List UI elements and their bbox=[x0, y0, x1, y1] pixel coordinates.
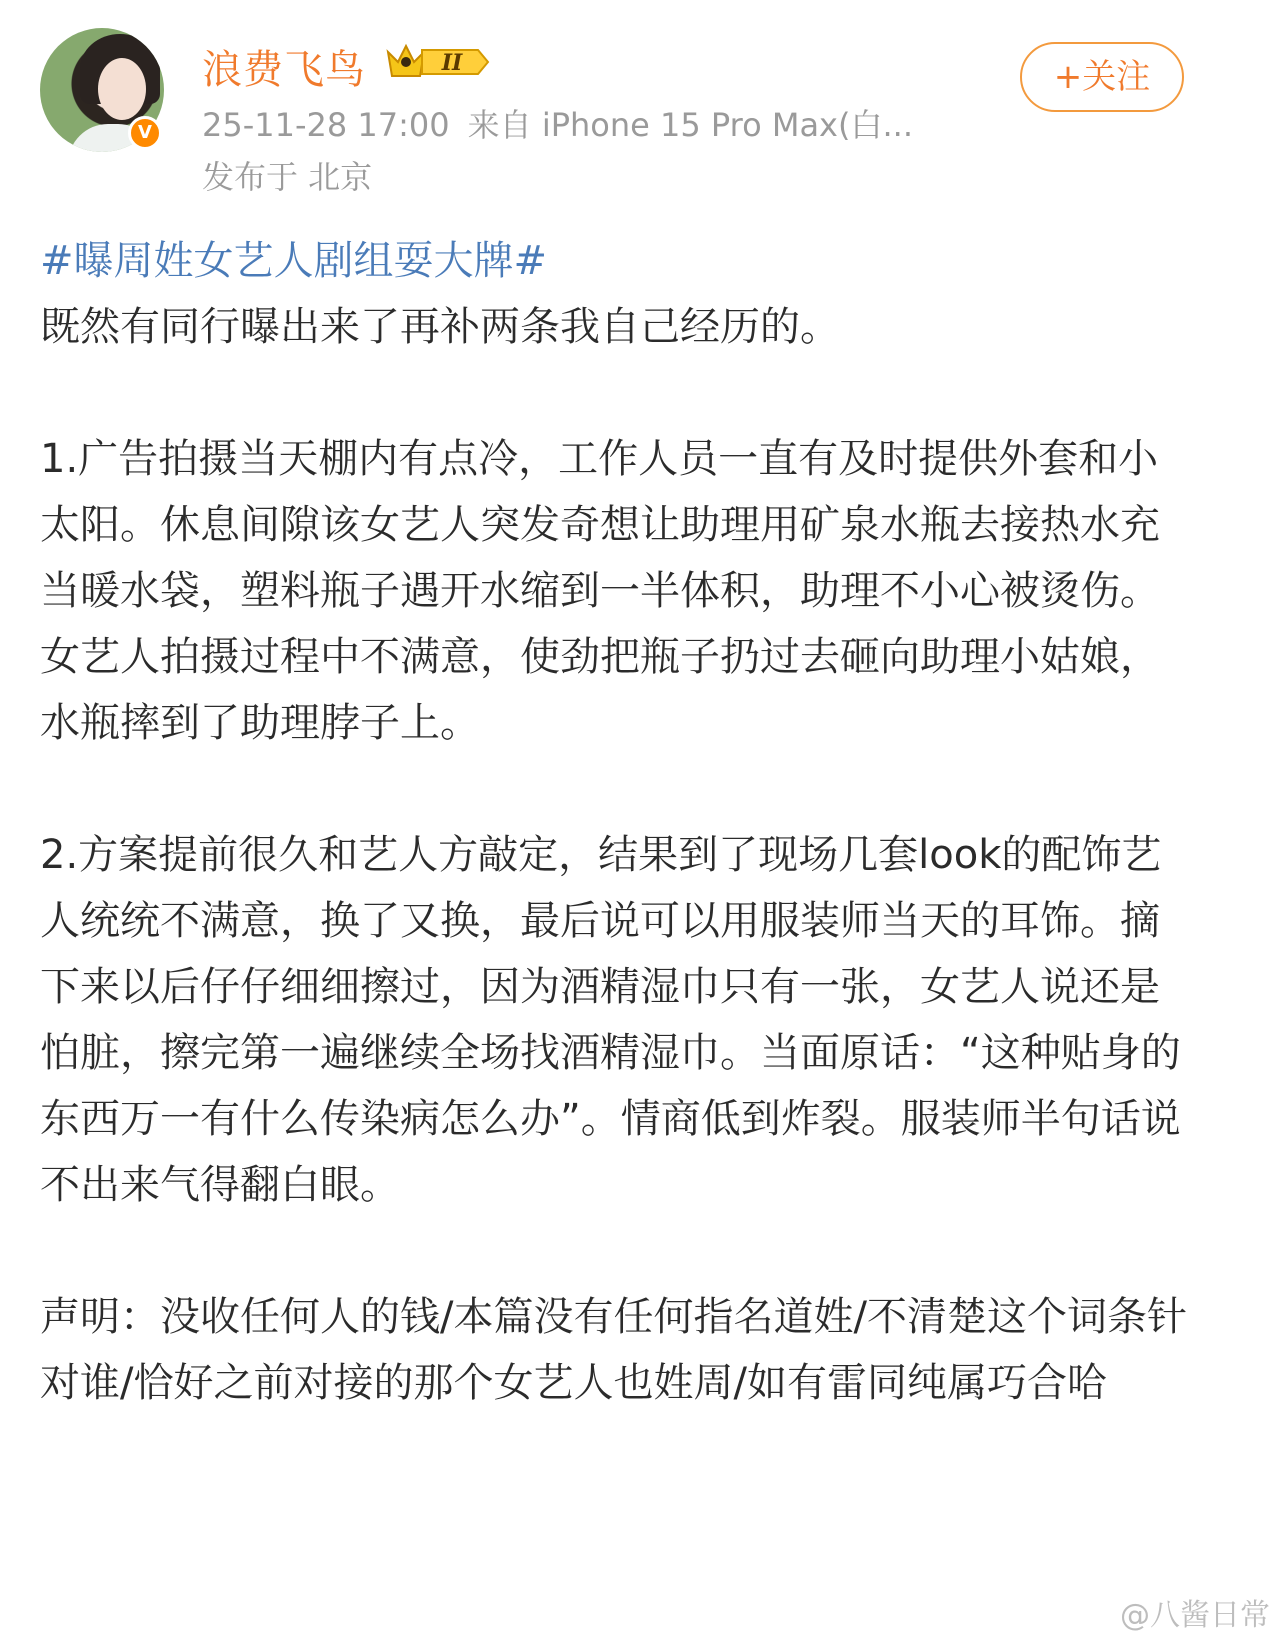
watermark: @八酱日常 bbox=[1120, 1598, 1270, 1633]
post-paragraph-2: 2.方案提前很久和艺人方敲定，结果到了现场几套look的配饰艺人统统不满意，换了又换，最后说可以用服装师当天的耳饰。摘下来以后仔仔细细擦过，因为酒精湿巾只有一张，女艺人说还是怕脏，擦完第一遍继续全场找酒精湿巾。当面原话：“这种贴身的东西万一有什么传染病怎么办”。情商低到炸裂。服装师半句话说不出来气得翻白眼。 bbox=[40, 832, 1181, 1208]
username[interactable]: 浪费飞鸟 bbox=[202, 47, 366, 93]
post-header bbox=[0, 0, 1284, 215]
crown-level-icon bbox=[382, 42, 492, 82]
post-meta bbox=[202, 100, 931, 146]
follow-button[interactable]: +关注 bbox=[1020, 42, 1184, 112]
verified-icon: V bbox=[128, 116, 162, 150]
avatar-face bbox=[98, 58, 146, 120]
post-timestamp: 25-11-28 17:00 bbox=[202, 106, 450, 144]
post-paragraph-1: 1.广告拍摄当天棚内有点冷，工作人员一直有及时提供外套和小太阳。休息间隙该女艺人突发奇想让助理用矿泉水瓶去接热水充当暖水袋，塑料瓶子遇开水缩到一半体积，助理不小心被烫伤。女艺人拍摄过程中不满意，使劲把瓶子扔过去砸向助理小姑娘，水瓶摔到了助理脖子上。 bbox=[40, 436, 1160, 746]
post-intro: 既然有同行曝出来了再补两条我自己经历的。 bbox=[40, 304, 840, 350]
post-body bbox=[40, 228, 1190, 1416]
hashtag-link[interactable]: #曝周姓女艺人剧组耍大牌# bbox=[40, 238, 548, 284]
post-location: 发布于 北京 bbox=[202, 158, 373, 196]
post-disclaimer: 声明：没收任何人的钱/本篇没有任何指名道姓/不清楚这个词条针对谁/恰好之前对接的那个女艺人也姓周/如有雷同纯属巧合哈 bbox=[40, 1294, 1187, 1406]
level-badge-text: II bbox=[441, 50, 463, 76]
post-source: 来自 iPhone 15 Pro Max(白... bbox=[467, 106, 913, 144]
